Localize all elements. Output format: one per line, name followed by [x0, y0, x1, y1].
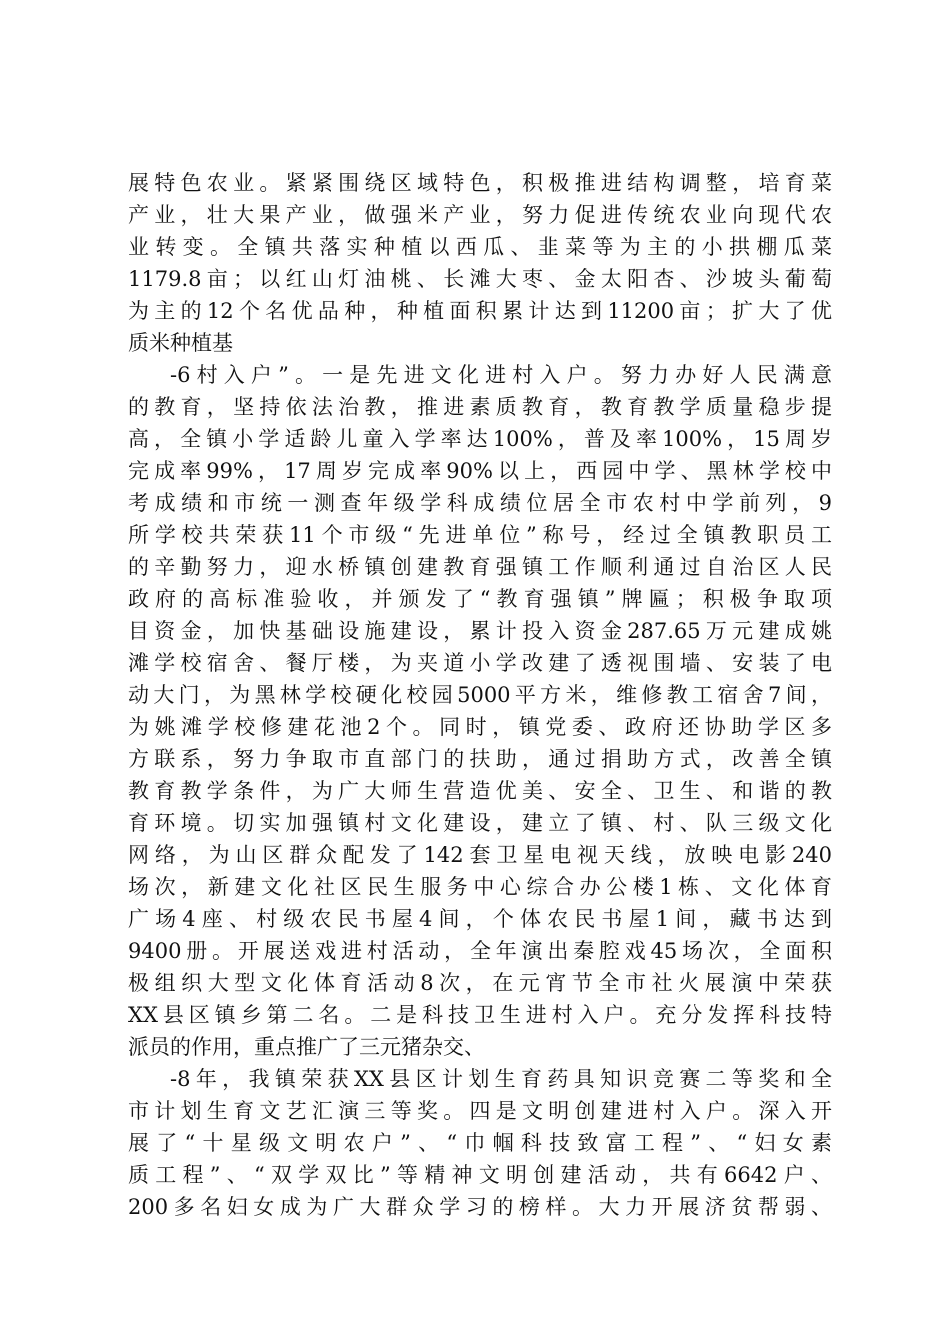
text-line: 质工程”、“双学双比”等精神文明创建活动，共有6642户、: [128, 1163, 832, 1187]
text-line: 完成率99%，17周岁完成率90%以上，西园中学、黑林学校中: [128, 459, 832, 483]
text-line: 所学校共荣获11个市级“先进单位”称号，经过全镇教职员工: [128, 523, 832, 547]
text-line: 9400册。开展送戏进村活动，全年演出秦腔戏45场次，全面积: [128, 939, 832, 963]
text-line: 方联系，努力争取市直部门的扶助，通过捐助方式，改善全镇: [128, 747, 832, 771]
text-line: 质米种植基: [128, 331, 233, 355]
text-line: 目资金，加快基础设施建设，累计投入资金287.65万元建成姚: [128, 619, 832, 643]
text-line: 育环境。切实加强镇村文化建设，建立了镇、村、队三级文化: [128, 811, 832, 835]
text-line: 为姚滩学校修建花池2个。同时，镇党委、政府还协助学区多: [128, 715, 832, 739]
text-line: 派员的作用，重点推广了三元猪杂交、: [128, 1035, 485, 1059]
text-line: 政府的高标准验收，并颁发了“教育强镇”牌匾；积极争取项: [128, 587, 832, 611]
text-line: 动大门，为黑林学校硬化校园5000平方米，维修教工宿舍7间，: [128, 683, 832, 707]
text-line: 1179.8亩；以红山灯油桃、长滩大枣、金太阳杏、沙坡头葡萄: [128, 267, 832, 291]
text-line: 的教育，坚持依法治教，推进素质教育，教育教学质量稳步提: [128, 395, 832, 419]
text-line: 市计划生育文艺汇演三等奖。四是文明创建进村入户。深入开: [128, 1099, 832, 1123]
text-line: 展特色农业。紧紧围绕区域特色，积极推进结构调整，培育菜: [128, 171, 832, 195]
text-line: 滩学校宿舍、餐厅楼，为夹道小学改建了透视围墙、安装了电: [128, 651, 832, 675]
paragraph-start-line: -6村入户”。一是先进文化进村入户。努力办好人民满意: [170, 363, 832, 387]
text-line: 考成绩和市统一测查年级学科成绩位居全市农村中学前列，9: [128, 491, 832, 515]
text-line: 展了“十星级文明农户”、“巾帼科技致富工程”、“妇女素: [128, 1131, 832, 1155]
text-line: 极组织大型文化体育活动8次，在元宵节全市社火展演中荣获: [128, 971, 832, 995]
text-line: 高，全镇小学适龄儿童入学率达100%，普及率100%，15周岁: [128, 427, 832, 451]
body-text: [128, 167, 832, 1223]
text-line: 广场4座、村级农民书屋4间，个体农民书屋1间，藏书达到: [128, 907, 832, 931]
text-line: 为主的12个名优品种，种植面积累计达到11200亩；扩大了优: [128, 299, 832, 323]
text-line: 场次，新建文化社区民生服务中心综合办公楼1栋、文化体育: [128, 875, 832, 899]
paragraph-start-line: -8年，我镇荣获XX县区计划生育药具知识竞赛二等奖和全: [170, 1067, 832, 1091]
text-line: XX县区镇乡第二名。二是科技卫生进村入户。充分发挥科技特: [128, 1003, 832, 1027]
text-line: 业转变。全镇共落实种植以西瓜、韭菜等为主的小拱棚瓜菜: [128, 235, 832, 259]
text-line: 教育教学条件，为广大师生营造优美、安全、卫生、和谐的教: [128, 779, 832, 803]
text-line: 200多名妇女成为广大群众学习的榜样。大力开展济贫帮弱、: [128, 1195, 832, 1219]
text-line: 网络，为山区群众配发了142套卫星电视天线，放映电影240: [128, 843, 832, 867]
text-line: 的辛勤努力，迎水桥镇创建教育强镇工作顺利通过自治区人民: [128, 555, 832, 579]
text-line: 产业，壮大果产业，做强米产业，努力促进传统农业向现代农: [128, 203, 832, 227]
